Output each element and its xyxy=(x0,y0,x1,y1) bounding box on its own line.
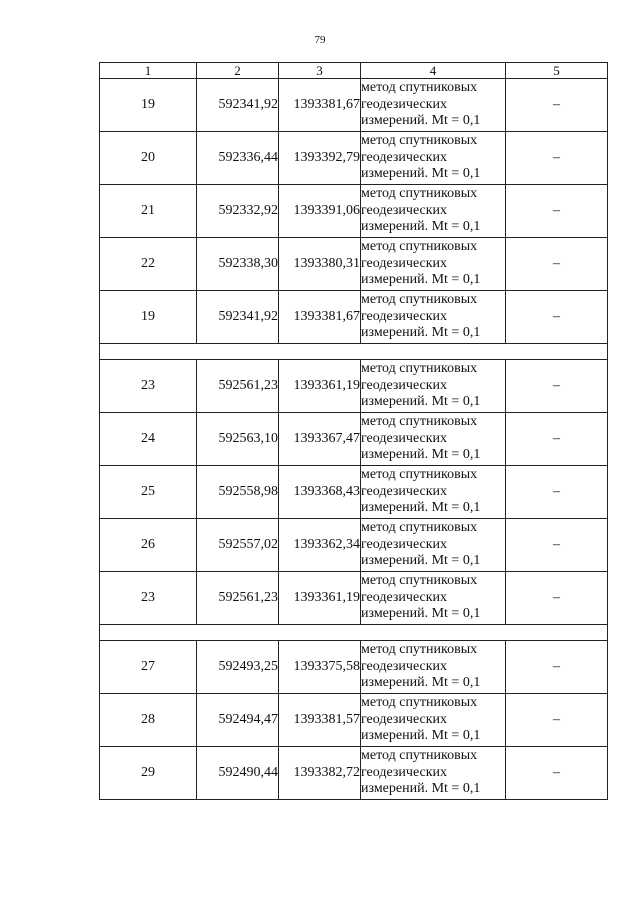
method-line: измерений. Mt = 0,1 xyxy=(361,728,481,744)
method-cell xyxy=(361,519,506,572)
method-cell xyxy=(361,79,506,132)
method-line: измерений. Mt = 0,1 xyxy=(361,781,481,797)
x-coordinate-cell: 592561,23 xyxy=(197,360,279,413)
method-cell xyxy=(361,694,506,747)
group-separator-row xyxy=(100,344,608,360)
method-line: геодезических xyxy=(361,483,448,499)
x-coordinate-cell: 592558,98 xyxy=(197,466,279,519)
method-line: измерений. Mt = 0,1 xyxy=(361,553,481,569)
y-coordinate-cell: 1393362,34 xyxy=(279,519,361,572)
point-number-cell: 26 xyxy=(100,519,197,572)
y-coordinate-cell: 1393368,43 xyxy=(279,466,361,519)
point-number-cell: 27 xyxy=(100,641,197,694)
y-coordinate-cell: 1393380,31 xyxy=(279,238,361,291)
group-separator-cell xyxy=(100,625,608,641)
accuracy-cell: – xyxy=(506,413,608,466)
method-line: метод спутниковых xyxy=(361,520,478,536)
group-separator-cell xyxy=(100,344,608,360)
method-cell xyxy=(361,238,506,291)
accuracy-cell: – xyxy=(506,641,608,694)
accuracy-cell: – xyxy=(506,291,608,344)
header-row xyxy=(100,63,608,79)
group-separator-row xyxy=(100,625,608,641)
accuracy-cell: – xyxy=(506,360,608,413)
method-line: измерений. Mt = 0,1 xyxy=(361,325,481,341)
method-line: геодезических xyxy=(361,96,448,112)
point-number-cell: 20 xyxy=(100,132,197,185)
table-row xyxy=(100,519,608,572)
method-line: измерений. Mt = 0,1 xyxy=(361,500,481,516)
accuracy-cell: – xyxy=(506,747,608,800)
y-coordinate-cell: 1393381,67 xyxy=(279,79,361,132)
page-number: 79 xyxy=(314,34,326,46)
table-row xyxy=(100,185,608,238)
table-row xyxy=(100,641,608,694)
accuracy-cell: – xyxy=(506,466,608,519)
method-line: метод спутниковых xyxy=(361,573,478,589)
x-coordinate-cell: 592341,92 xyxy=(197,79,279,132)
y-coordinate-cell: 1393375,58 xyxy=(279,641,361,694)
y-coordinate-cell: 1393391,06 xyxy=(279,185,361,238)
method-cell xyxy=(361,360,506,413)
method-line: измерений. Mt = 0,1 xyxy=(361,113,481,129)
accuracy-cell: – xyxy=(506,79,608,132)
accuracy-cell: – xyxy=(506,572,608,625)
method-line: геодезических xyxy=(361,255,448,271)
header-cell-1: 1 xyxy=(100,63,197,79)
method-line: геодезических xyxy=(361,764,448,780)
point-number-cell: 22 xyxy=(100,238,197,291)
point-number-cell: 24 xyxy=(100,413,197,466)
x-coordinate-cell: 592561,23 xyxy=(197,572,279,625)
y-coordinate-cell: 1393381,57 xyxy=(279,694,361,747)
y-coordinate-cell: 1393381,67 xyxy=(279,291,361,344)
method-line: метод спутниковых xyxy=(361,186,478,202)
point-number-cell: 21 xyxy=(100,185,197,238)
x-coordinate-cell: 592336,44 xyxy=(197,132,279,185)
accuracy-cell: – xyxy=(506,238,608,291)
coordinates-table xyxy=(99,62,608,800)
x-coordinate-cell: 592563,10 xyxy=(197,413,279,466)
point-number-cell: 29 xyxy=(100,747,197,800)
accuracy-cell: – xyxy=(506,132,608,185)
point-number-cell: 19 xyxy=(100,291,197,344)
method-line: измерений. Mt = 0,1 xyxy=(361,675,481,691)
x-coordinate-cell: 592341,92 xyxy=(197,291,279,344)
method-line: геодезических xyxy=(361,149,448,165)
method-line: геодезических xyxy=(361,308,448,324)
point-number-cell: 25 xyxy=(100,466,197,519)
table-row xyxy=(100,413,608,466)
method-cell xyxy=(361,466,506,519)
method-line: измерений. Mt = 0,1 xyxy=(361,166,481,182)
table-row xyxy=(100,747,608,800)
x-coordinate-cell: 592332,92 xyxy=(197,185,279,238)
accuracy-cell: – xyxy=(506,694,608,747)
method-line: метод спутниковых xyxy=(361,292,478,308)
point-number-cell: 23 xyxy=(100,572,197,625)
method-line: метод спутниковых xyxy=(361,695,478,711)
method-line: измерений. Mt = 0,1 xyxy=(361,272,481,288)
method-cell xyxy=(361,185,506,238)
method-cell xyxy=(361,747,506,800)
table-row xyxy=(100,79,608,132)
method-line: измерений. Mt = 0,1 xyxy=(361,394,481,410)
x-coordinate-cell: 592493,25 xyxy=(197,641,279,694)
method-line: метод спутниковых xyxy=(361,467,478,483)
point-number-cell: 23 xyxy=(100,360,197,413)
y-coordinate-cell: 1393361,19 xyxy=(279,572,361,625)
method-line: метод спутниковых xyxy=(361,239,478,255)
method-line: измерений. Mt = 0,1 xyxy=(361,219,481,235)
x-coordinate-cell: 592338,30 xyxy=(197,238,279,291)
x-coordinate-cell: 592490,44 xyxy=(197,747,279,800)
y-coordinate-cell: 1393361,19 xyxy=(279,360,361,413)
table-row xyxy=(100,694,608,747)
method-line: метод спутниковых xyxy=(361,361,478,377)
method-line: геодезических xyxy=(361,430,448,446)
x-coordinate-cell: 592557,02 xyxy=(197,519,279,572)
method-line: метод спутниковых xyxy=(361,642,478,658)
method-line: метод спутниковых xyxy=(361,748,478,764)
header-cell-3: 3 xyxy=(279,63,361,79)
method-line: геодезических xyxy=(361,711,448,727)
method-line: измерений. Mt = 0,1 xyxy=(361,606,481,622)
method-cell xyxy=(361,572,506,625)
table-row xyxy=(100,291,608,344)
method-cell xyxy=(361,291,506,344)
point-number-cell: 19 xyxy=(100,79,197,132)
accuracy-cell: – xyxy=(506,185,608,238)
header-cell-5: 5 xyxy=(506,63,608,79)
header-cell-2: 2 xyxy=(197,63,279,79)
table-row xyxy=(100,360,608,413)
method-line: геодезических xyxy=(361,536,448,552)
method-line: геодезических xyxy=(361,658,448,674)
method-cell xyxy=(361,132,506,185)
method-line: геодезических xyxy=(361,202,448,218)
method-line: метод спутниковых xyxy=(361,80,478,96)
y-coordinate-cell: 1393392,79 xyxy=(279,132,361,185)
y-coordinate-cell: 1393382,72 xyxy=(279,747,361,800)
method-line: метод спутниковых xyxy=(361,133,478,149)
y-coordinate-cell: 1393367,47 xyxy=(279,413,361,466)
header-cell-4: 4 xyxy=(361,63,506,79)
method-line: геодезических xyxy=(361,589,448,605)
table-row xyxy=(100,132,608,185)
method-cell xyxy=(361,413,506,466)
method-line: метод спутниковых xyxy=(361,414,478,430)
table-body xyxy=(100,63,608,800)
table-row xyxy=(100,238,608,291)
point-number-cell: 28 xyxy=(100,694,197,747)
table-row xyxy=(100,572,608,625)
accuracy-cell: – xyxy=(506,519,608,572)
x-coordinate-cell: 592494,47 xyxy=(197,694,279,747)
method-line: измерений. Mt = 0,1 xyxy=(361,447,481,463)
method-cell xyxy=(361,641,506,694)
table-row xyxy=(100,466,608,519)
method-line: геодезических xyxy=(361,377,448,393)
